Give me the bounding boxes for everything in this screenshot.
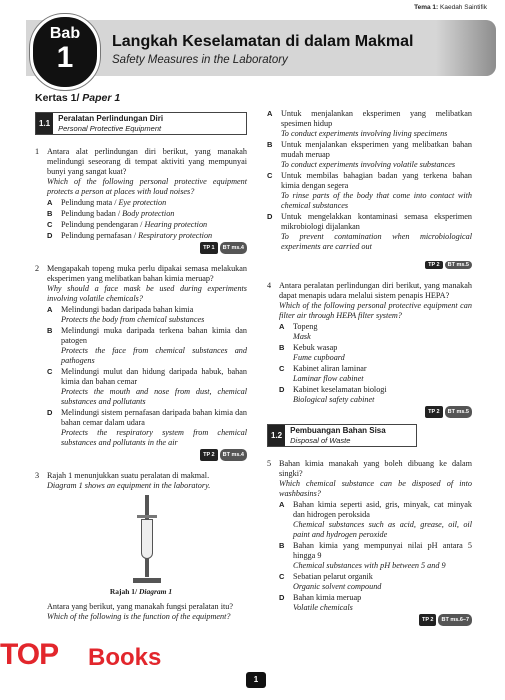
section-header-1-1 [35,112,247,135]
topbooks-watermark-logo: TOP Books [0,638,162,671]
option-c[interactable]: C Melindungi mulut dan hidung daripada habuk, bahan kimia dan bahan cemar Protects the mouth and nose from dust, chemical substances and pollutants [47,367,247,406]
section-title: Pembuangan Bahan Sisa [290,426,386,435]
theme-label: Tema 1: Kaedah Saintifik [414,4,487,11]
option-d[interactable]: D Kabinet keselamatan biologi Biological safety cabinet [279,385,387,404]
option-c[interactable]: C Untuk membilas bahagian badan yang terkena bahan kimia dengan segera To rinse parts of the body that come into contact with chemical substances [267,171,472,210]
question-text-en: Which of the following personal protective equipment can filter air through HEPA filter system? [279,301,472,320]
section-title-en: Disposal of Waste [290,436,351,445]
option-b[interactable]: B Melindungi muka daripada terkena bahan kimia dan patogen Protects the face from chemical substances and pathogens [47,326,247,365]
option-c[interactable]: C Kabinet aliran laminar Laminar flow cabinet [279,364,367,383]
section-title: Peralatan Perlindungan Diri [58,114,164,123]
question-1: 1 Antara alat perlindungan diri berikut, yang manakah melindungi seseorang di tempat aktiviti yang mempunyai bunyi yang sangat kuat? Which of the following personal protective equipment protects a person at places with loud noises? A Pelindung mata / Eye protection B Pelindung badan / Body protection C Pelindung pendengaran / Hearing protection D Pelindung pernafasan / Respiratory protection TP 1 BT ms.4 [35,147,247,254]
right-column [267,108,472,626]
bab-word: Bab [49,25,81,42]
diagram-caption: Rajah 1/ Diagram 1 [109,587,173,596]
question-text: Mengapakah topeng muka perlu dipakai semasa melakukan eksperimen yang melibatkan bahan kimia meruap? [47,264,247,283]
option-a[interactable]: A Topeng Mask [279,322,318,341]
left-column [35,92,247,622]
option-d[interactable]: D Melindungi sistem pernafasan daripada bahan kimia dan bahan cemar dalam udara Protects the respiratory system from chemical substances and pollutants in the air [47,408,247,447]
option-d[interactable]: D Bahan kimia meruap Volatile chemicals [279,593,362,612]
option-d[interactable]: D Untuk mengelakkan kontaminasi semasa eksperimen mikrobiologi dijalankan To prevent contamination when microbiological experiments are carried out [267,212,472,251]
question-text: Rajah 1 menunjukkan suatu peralatan di makmal. [47,471,210,480]
option-a[interactable]: A Pelindung mata / Eye protection [47,198,167,207]
option-b[interactable]: B Pelindung badan / Body protection [47,209,175,218]
option-a[interactable]: A Bahan kimia seperti asid, gris, minyak, cat minyak dan hidrogen peroksida Chemical substances such as acid, grease, oil, oil paint and hydrogen peroxide [279,500,472,539]
question-4: 4 Antara peralatan perlindungan diri berikut, yang manakah dapat menapis udara melalui sistem penapis HEPA? Which of the following personal protective equipment can filter air through HEPA filter system? A Topeng Mask B Kebuk wasap Fume cupboard C Kabinet aliran laminar Laminar flow cabinet D Kabinet keselamatan biologi Biological safety cabinet TP 2 BT ms.5 [267,281,472,418]
question-text-en: Which of the following personal protective equipment protects a person at places with loud noises? [47,177,247,196]
option-a[interactable]: A Untuk menjalankan eksperimen yang melibatkan spesimen hidup To conduct experiments involving living specimens [267,109,472,138]
option-d[interactable]: D Pelindung pernafasan / Respiratory protection [47,231,213,240]
question-3: 3 Rajah 1 menunjukkan suatu peralatan di makmal. Diagram 1 shows an equipment in the laboratory. [35,471,247,491]
question-tags: TP 2 BT ms.4 [47,449,247,461]
section-title-en: Personal Protective Equipment [58,124,162,133]
question-tags: TP 2 BT ms.6–7 [279,614,472,626]
question-2: 2 Mengapakah topeng muka perlu dipakai semasa melakukan eksperimen yang melibatkan bahan kimia meruap? Why should a face mask be used during experiments involving volatile chemicals? A Melindungi badan daripada bahan kimia Protects the body from chemical substances B Melindungi muka daripada terkena bahan kimia dan patogen Protects the face from chemical substances and pathogens C Melindungi mulut dan hidung daripada habuk, bahan kimia dan bahan cemar Protects the mouth and nose from dust, chemical substances and pollutants D Melindungi sistem pernafasan daripada bahan kimia dan bahan cemar dalam udara Protects the respiratory system from chemical substances and pollutants in the air TP 2 BT ms.4 [35,264,247,461]
section-number: 1.2 [268,425,285,446]
section-number: 1.1 [36,113,53,134]
option-b[interactable]: B Kebuk wasap Fume cupboard [279,343,345,362]
question-3-stem: Antara yang berikut, yang manakah fungsi peralatan itu? Which of the following is the function of the equipment? [47,602,233,621]
option-b[interactable]: B Bahan kimia yang mempunyai nilai pH antara 5 hingga 9 Chemical substances with pH between 5 and 9 [279,541,472,570]
question-tags: TP 2 BT ms.5 [267,253,472,271]
question-text: Bahan kimia manakah yang boleh dibuang ke dalam singki? [279,459,472,478]
option-c[interactable]: C Pelindung pendengaran / Hearing protection [47,220,208,229]
question-text: Antara peralatan perlindungan diri berikut, yang manakah dapat menapis udara melalui sistem penapis HEPA? [279,281,472,300]
page-number: 1 [246,672,266,688]
question-tags: TP 2 BT ms.5 [279,406,472,418]
question-text-en: Why should a face mask be used during experiments involving volatile chemicals? [47,284,247,303]
option-b[interactable]: B Untuk menjalankan eksperimen yang melibatkan bahan mudah meruap To conduct experiments involving volatile substances [267,140,472,169]
option-a[interactable]: A Melindungi badan daripada bahan kimia Protects the body from chemical substances [47,305,205,324]
bab-number: 1 [56,41,74,74]
chapter-title: Langkah Keselamatan di dalam Makmal [112,33,414,50]
question-tags: TP 1 BT ms.4 [47,242,247,254]
chapter-subtitle: Safety Measures in the Laboratory [112,54,288,66]
question-5: 5 Bahan kimia manakah yang boleh dibuang ke dalam singki? Which chemical substance can be disposed of into washbasins? A Bahan kimia seperti asid, gris, minyak, cat minyak dan hidrogen peroksida Chemical substances such as acid, grease, oil, oil paint and hydrogen peroxide B Bahan kimia yang mempunyai nilai pH antara 5 hingga 9 Chemical substances with pH between 5 and 9 C Sebatian pelarut organik Organic solvent compound D Bahan kimia meruap Volatile chemicals TP 2 BT ms.6–7 [267,459,472,626]
question-text-en: Which chemical substance can be disposed of into washbasins? [279,479,472,498]
option-c[interactable]: C Sebatian pelarut organik Organic solvent compound [279,572,382,591]
section-header-1-2 [267,424,417,447]
question-text-en: Diagram 1 shows an equipment in the laboratory. [47,481,211,490]
question-text: Antara alat perlindungan diri berikut, yang manakah melindungi seseorang di tempat aktiviti yang mempunyai bunyi yang sangat kuat? [47,147,247,176]
chapter-badge [30,14,100,90]
paper-label: Kertas 1/ Paper 1 [35,92,121,104]
diagram-1-apparatus [127,495,167,583]
